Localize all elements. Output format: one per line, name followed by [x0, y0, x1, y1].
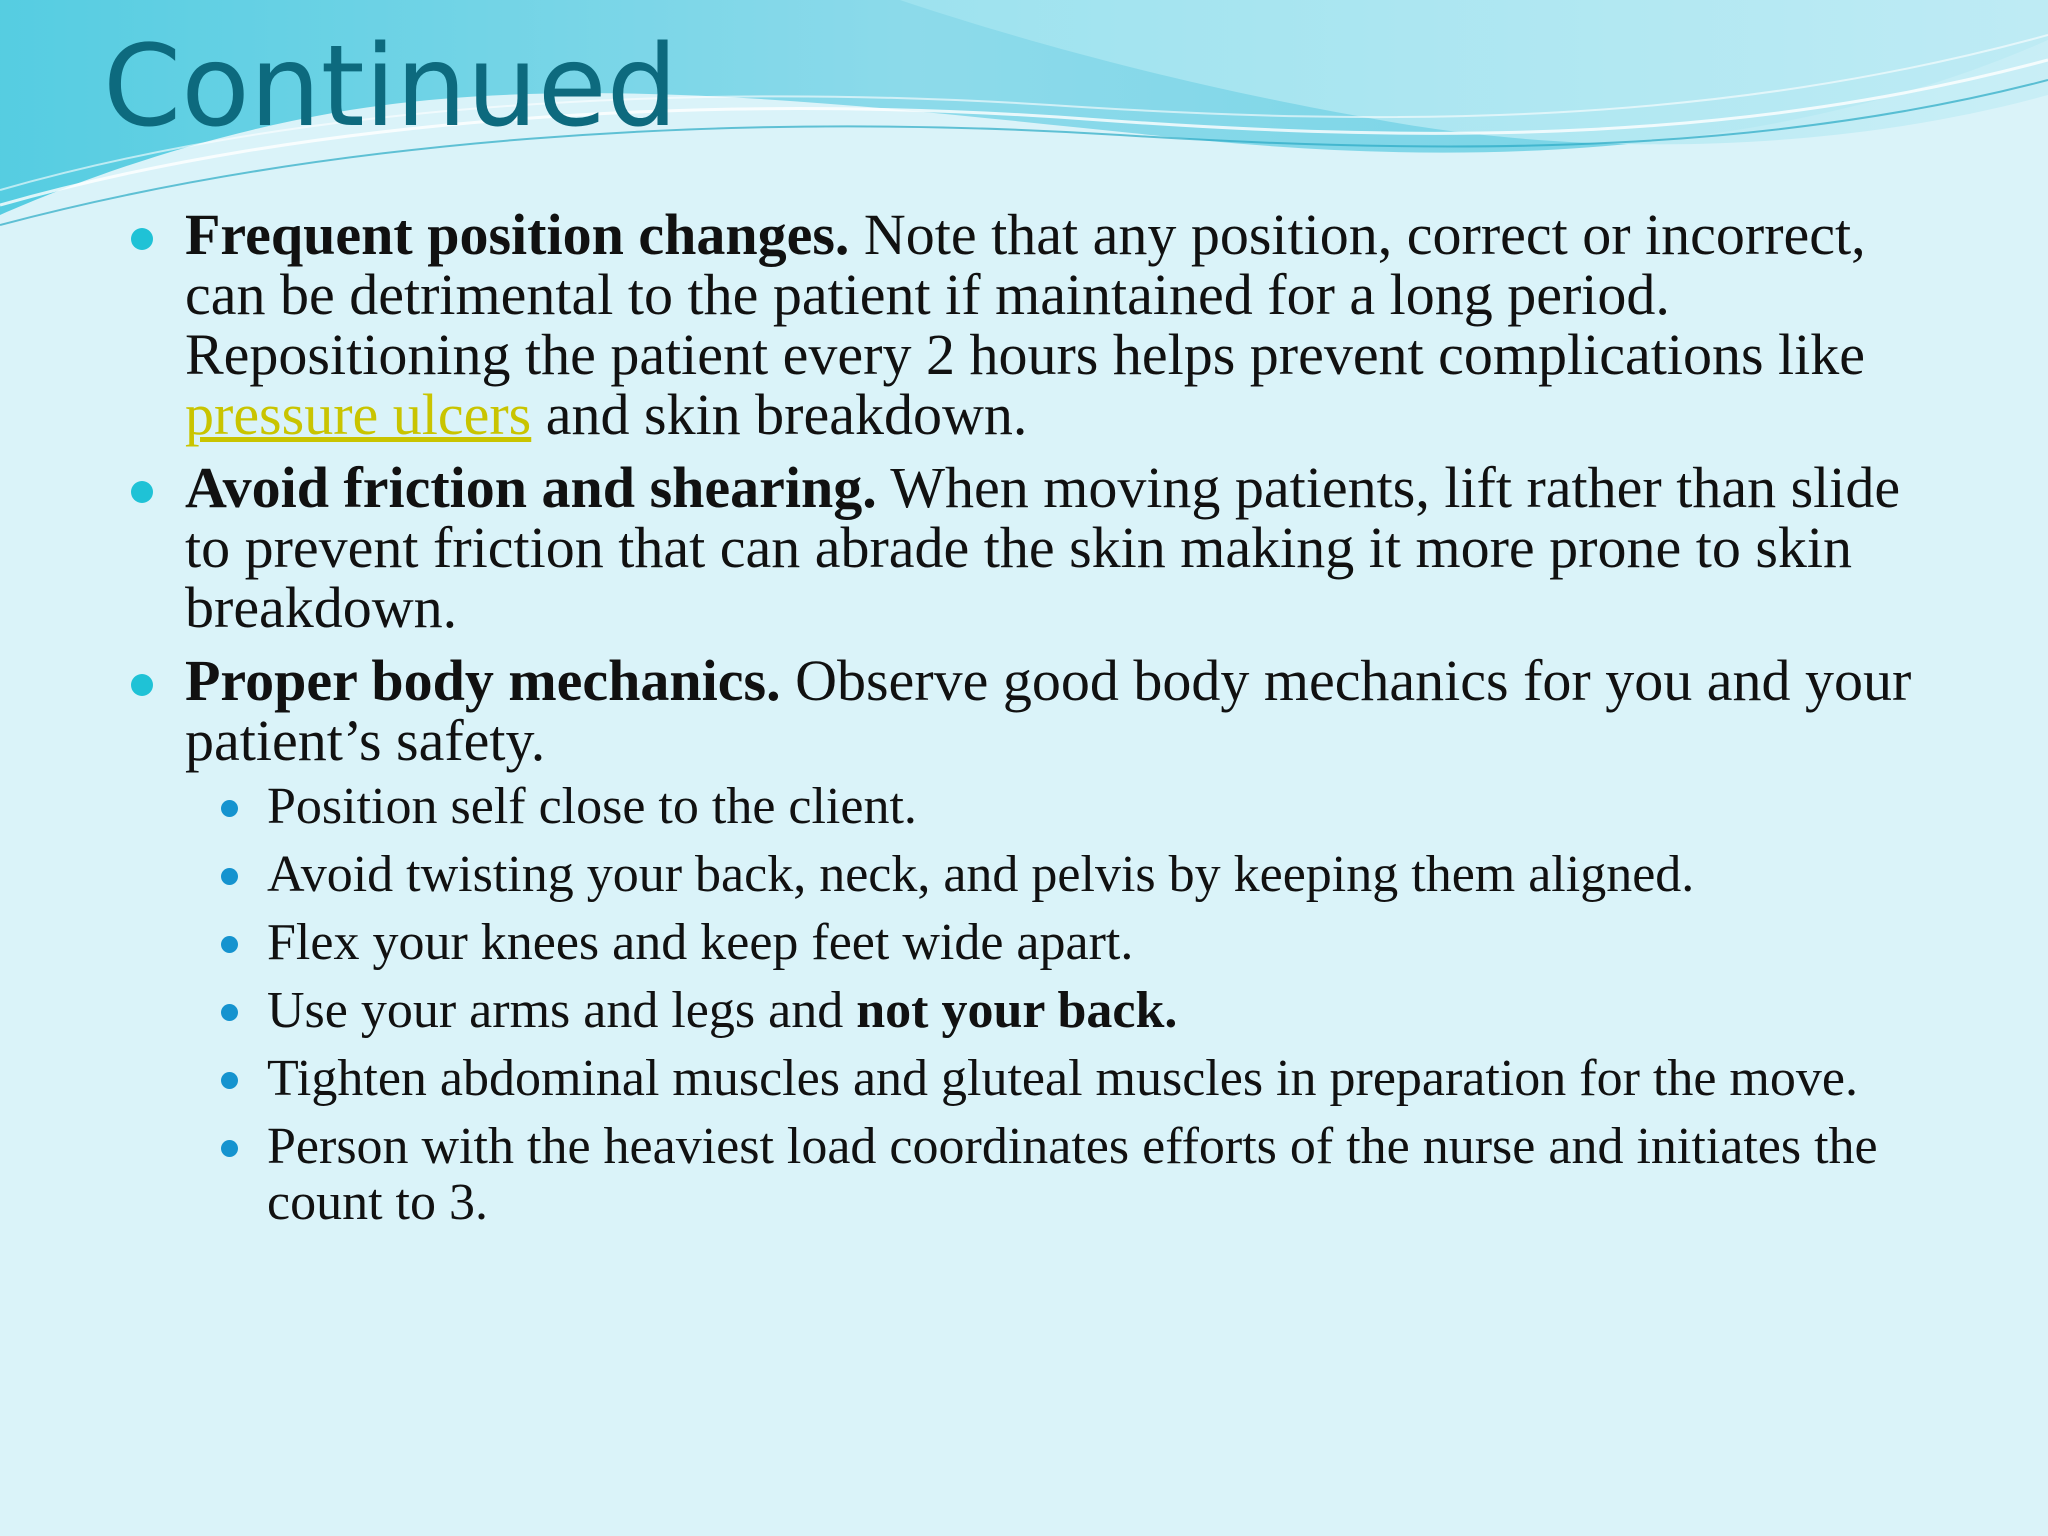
sub-bullet-icon	[221, 1072, 238, 1089]
sub-bullet-icon	[221, 936, 238, 953]
sub-bullet-icon	[221, 1004, 238, 1021]
item-text-after: and skin breakdown.	[531, 382, 1028, 447]
sub-item-text: Position self close to the client.	[267, 778, 917, 835]
sub-bullet-icon	[221, 868, 238, 885]
pressure-ulcers-link[interactable]: pressure ulcers	[185, 382, 532, 447]
sub-list-item	[267, 779, 1957, 835]
item-term: Proper body mechanics.	[185, 648, 781, 713]
bullet-icon	[131, 228, 153, 250]
item-text: Observe good body mechanics for you and your patient’s safety.	[185, 648, 1912, 773]
slide-title: Continued	[103, 22, 678, 152]
sub-item-text: Use your arms and legs and	[267, 982, 857, 1039]
bullet-icon	[131, 481, 153, 503]
list-item-friction	[185, 455, 1945, 640]
sub-list-item	[267, 915, 1957, 971]
sub-list-item	[267, 983, 1957, 1039]
sub-bullet-icon	[221, 1140, 238, 1157]
item-text: When moving patients, lift rather than slide to prevent friction that can abrade the skin making it more prone to skin breakdown.	[185, 455, 1901, 640]
sub-item-text: Tighten abdominal muscles and gluteal muscles in preparation for the move.	[267, 1050, 1858, 1107]
sub-bullet-icon	[221, 800, 238, 817]
item-text: Note that any position, correct or incorrect, can be detrimental to the patient if maintained for a long period. Repositioning the patient every 2 hours helps prevent complications like	[185, 202, 1866, 387]
sub-list-item	[267, 847, 1957, 903]
slide-content	[0, 202, 2048, 1243]
sub-list-item	[267, 1051, 1957, 1107]
list-item-position-changes	[185, 202, 1945, 447]
sub-item-text: Person with the heaviest load coordinates efforts of the nurse and initiates the count to 3.	[267, 1118, 1878, 1231]
list-item-body-mechanics	[185, 648, 1945, 1231]
sub-bullet-list	[185, 779, 1945, 1231]
bullet-icon	[131, 674, 153, 696]
sub-item-text: Avoid twisting your back, neck, and pelvis by keeping them aligned.	[267, 846, 1695, 903]
item-term: Avoid friction and shearing.	[185, 455, 877, 520]
bullet-list	[0, 202, 2048, 1231]
sub-item-bold-text: not your back.	[856, 982, 1178, 1039]
sub-item-text: Flex your knees and keep feet wide apart.	[267, 914, 1134, 971]
sub-list-item	[267, 1119, 1957, 1231]
item-term: Frequent position changes.	[185, 202, 850, 267]
